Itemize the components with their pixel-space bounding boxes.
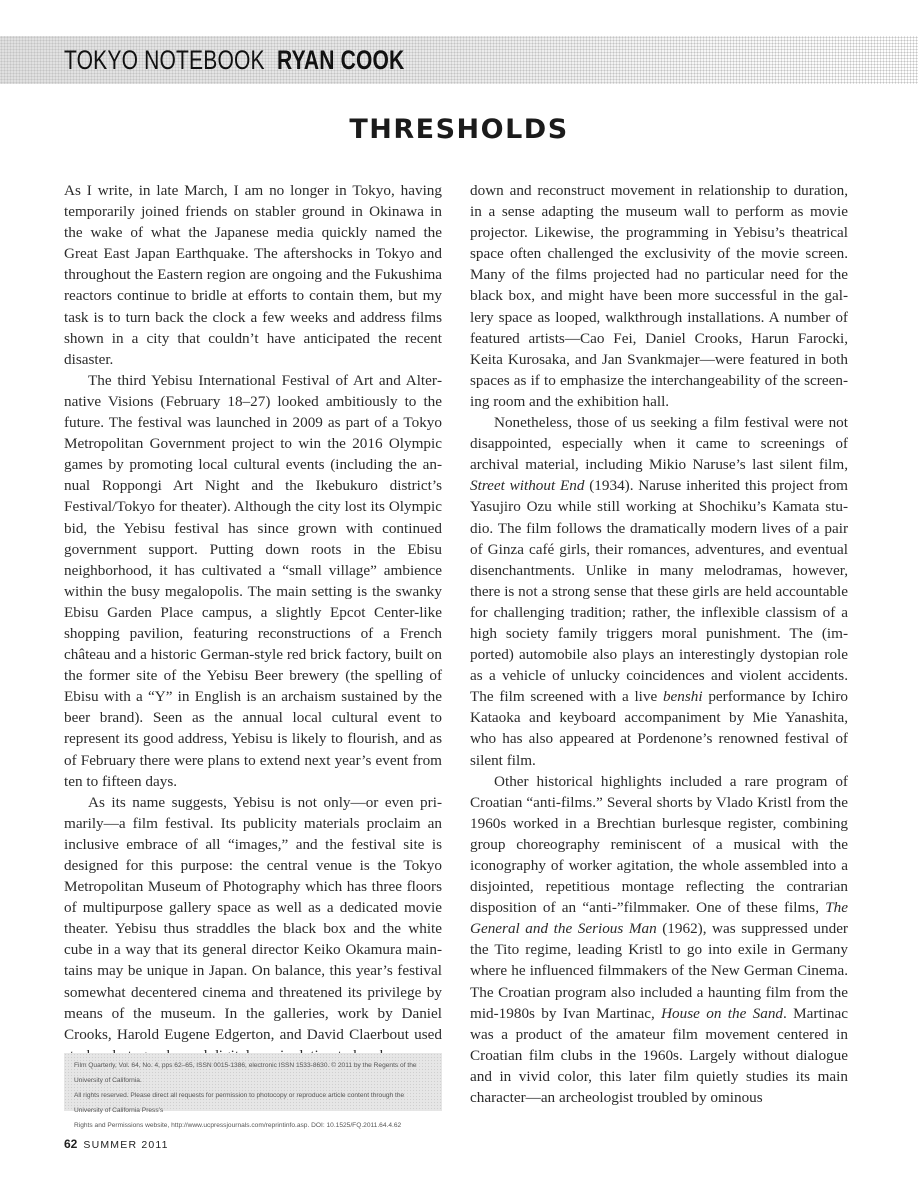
paragraph: As I write, in late March, I am no longer in Tokyo, having temporarily joined friends on stabler ground in Okinawa in the wake of what the Japanese media quickly named the Great East Japan Earthquake. The aftershocks in Tokyo and throughout the Eastern region are ongoing and the Fukushima reactors continue to bridle at efforts to contain them, but my task is to turn back the clock a few weeks and address films shown in a city that couldn’t have anticipated the recent disaster. [64,182,442,368]
film-title: House on the Sand [661,1004,784,1022]
film-title: Street without End [470,477,585,495]
film-title: The General and the Serious Man [470,899,848,938]
italic-term: benshi [662,688,703,706]
text-run: Nonetheless, those of us seeking a film festival were not disappointed, especially when it came to screenings of archival material, including Mikio Naruse’s last silent film, [470,414,848,474]
paragraph: As its name suggests, Yebisu is not only—or even primarily—a film festival. Its publicity materials proclaim an inclusive embrace of all “images,” and the festival site is designed for this purpose: the central venue is the Tokyo Metropolitan Museum of Photography which has three floors of multipurpose gallery space as well as a dedicated movie theater. Yebisu thus straddles the black box and the white cube in a way that its general director Keiko Okamura maintains may be unique in Japan. On balance, this year’s festival somewhat decentered cinema and threatened its privilege by means of the museum. In the galleries, work by Daniel Crooks, Harold Eugene Edgerton, and David Claerbout used [64,793,442,1043]
paragraph [470,771,848,1109]
page-number: 62 [64,1137,78,1151]
paragraph: down and reconstruct movement in relationship to duration, in a sense adapting the museum wall to perform as movie projector. Likewise, the programming in Yebisu’s theatrical space often challenged the exclusivity of the movie screen. Many of the films projected had no particular need for the black box, and might have been more successful in the gallery space as looped, walkthrough installations. A number of featured artists—Cao Fei, Daniel Crooks, Harun Farocki, Keita Kurosaka, and Jan Svankmajer—were featured in both spaces as if to emphasize the interchangeability of the screening room and the exhibition hall. [470,182,848,410]
author-name: RYAN COOK [277,45,405,75]
column-header [64,44,440,76]
text-run: Other historical highlights included a rare program of Croatian “anti-films.” Several shorts by Vlado Kristl from the 1960s worked in a Brechtian burlesque register, combining group choreography reminiscent of a musical with the iconography of worker agitation, the whole assembled into a disjointed, repetitious montage reflecting the contrarian disposition of an “anti-”filmmaker. One of these films, [470,772,848,917]
issue-label: SUMMER 2011 [83,1139,169,1151]
paragraph: The third Yebisu International Festival of Art and Alternative Visions (February 18–27) looked ambitiously to the future. The festival was launched in 2009 as part of a Tokyo Metropolitan Government project to win the 2016 Olympic games by promoting local cultural events (including the annual Roppongi Art Night and the Ikebukuro district’s Festival/Tokyo for theater). Although the city lost its Olympic bid, the Yebisu festival has since grown with continued government support. Putting down roots in the Ebisu neighborhood, it has cultivated a “small village” ambience within the busy megalopolis. The main setting is the swanky Ebisu Garden Place campus, a slightly Epcot Center-like shopping pavilion, featuring reconstructions of a French château and a historic German-style red brick factory, built on the former site of the Yebisu Beer brewery (the spelling of Ebisu with a “Y” in English is an archaism sustained by the beer brand). Seen as the annual local cultural event to represent its good address, Yebisu is likely to flourish, and as of February there were plans to extend next year’s event from ten to fifteen days. [64,371,442,790]
text-run: (1934). Naruse inherited this project from Yasujiro Ozu while still working at Shochiku’s Kamata studio. The film follows the dramatically modern lives of a pair of Ginza café girls, their romances, adventures, and eventual disenchantments. Unlike in many melodramas, however, there is not a strong sense that these girls are held accountable for challenging tradition; rather, the inflexible classism of a high society family triggers moral punishment. The (imported) automobile also plays an interestingly dystopian role as a vehicle of unlucky coincidences and violent accidents. The film screened with a live [470,477,848,706]
text-run: (1962), was suppressed under the Tito regime, leading Kristl to go into exile in Germany where he influenced filmmakers of the New German Cinema. The Croatian program also included a haunting film from the mid-1980s by Ivan Martinac, [470,920,848,1022]
series-name: TOKYO NOTEBOOK [64,45,265,75]
citation-line: Film Quarterly, Vol. 64, No. 4, pps 62–65, ISSN 0015-1386, electronic ISSN 1533-8630. © 2011 by the Regents of the University of California. [74,1062,417,1084]
article-title: THRESHOLDS [349,114,569,145]
page-footer [64,1137,169,1151]
citation-line: All rights reserved. Please direct all requests for permission to photocopy or reproduce article content through the University of California Press’s [74,1092,405,1114]
left-column [64,180,442,1066]
paragraph [470,412,848,771]
citation-line: Rights and Permissions website, http://www.ucpressjournals.com/reprintinfo.asp. DOI: 10.1525/FQ.2011.64.4.62 [74,1122,402,1129]
text-run: performance by Ichiro Kataoka and keyboard accompaniment by Mie Yanashita, who has also appeared at Pordenone’s renowned festival of silent film. [470,688,848,769]
right-column [470,180,848,1108]
citation-box [64,1053,442,1129]
text-run: . Martinac was a product of the amateur film movement centered in Croatian film clubs in the 1960s. Largely without dialogue and in vivid color, this later film quietly studies its main character—an archeologist troubled by ominous [470,1004,848,1107]
